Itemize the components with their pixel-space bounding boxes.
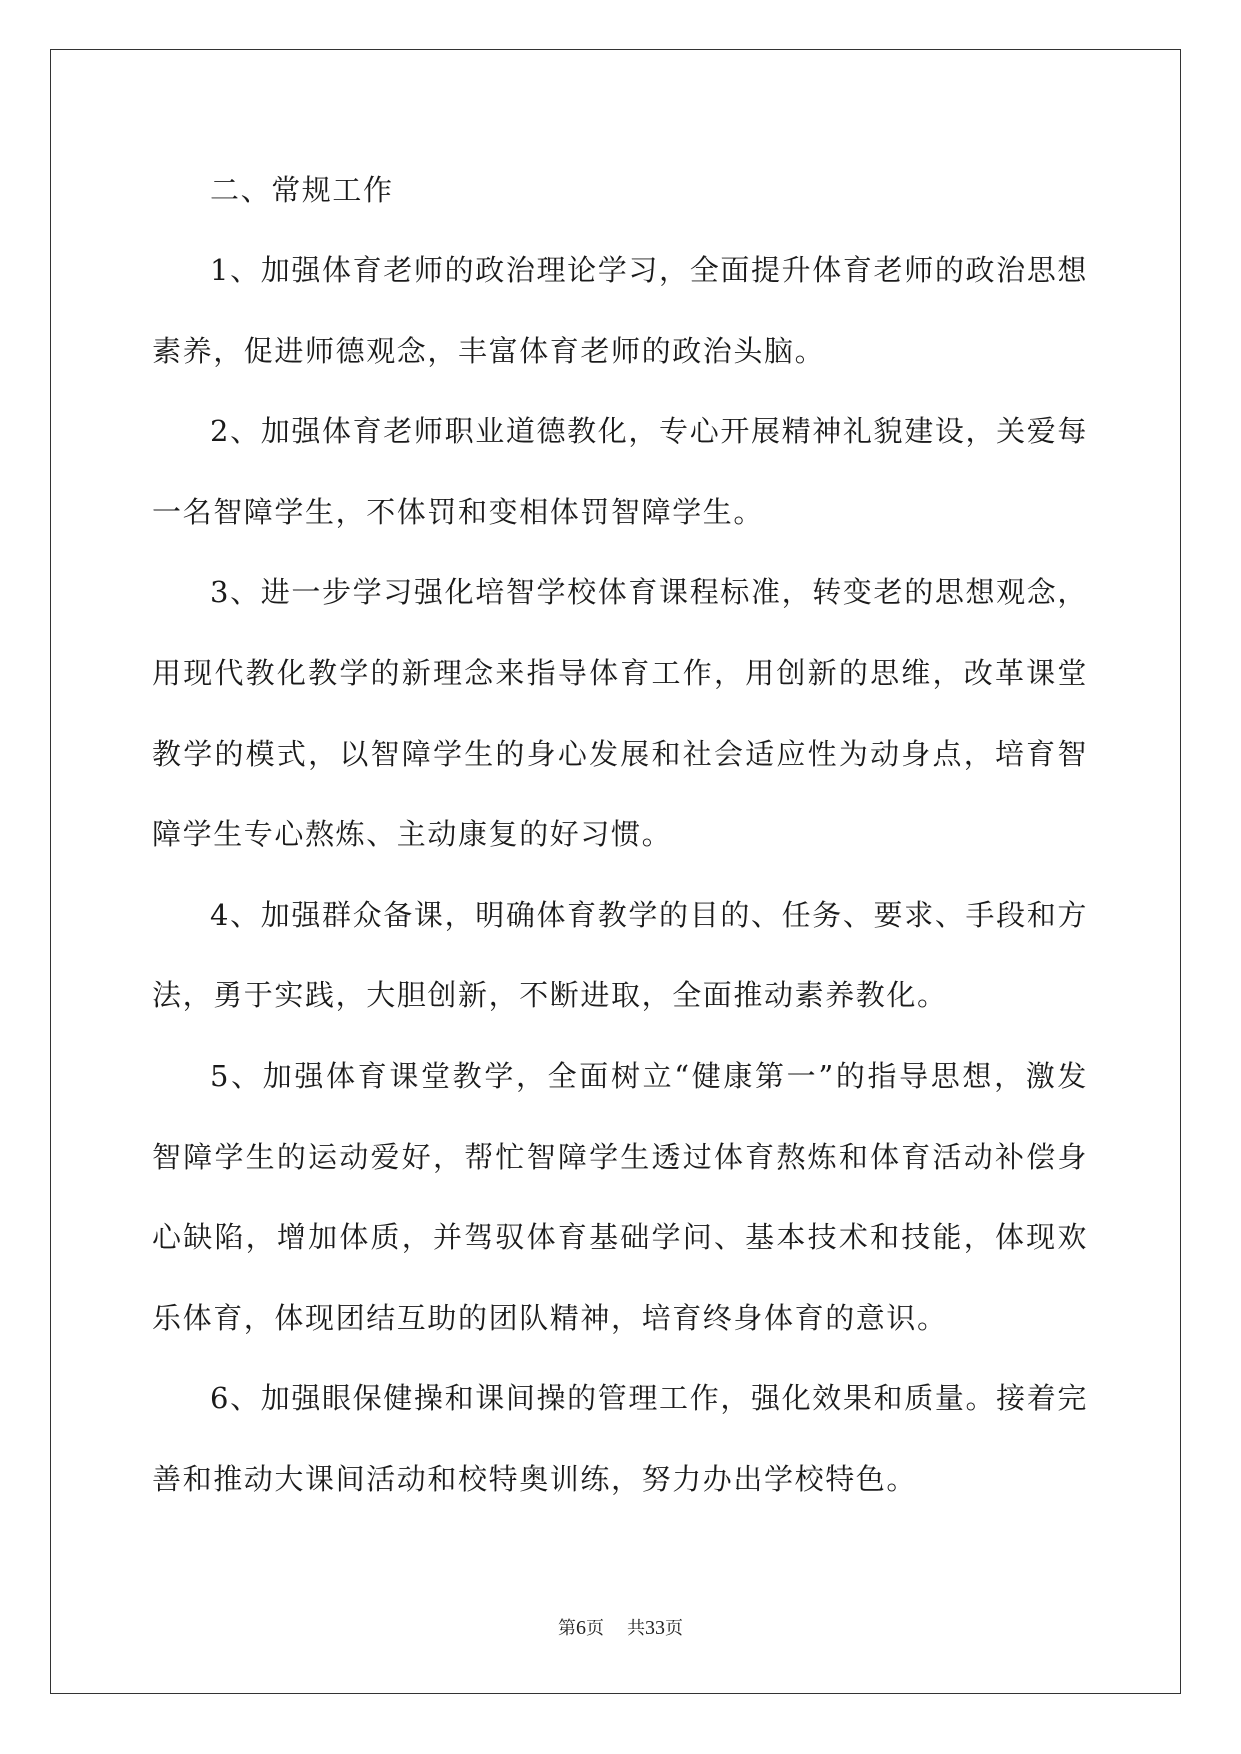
paragraph-4: 4、加强群众备课，明确体育教学的目的、任务、要求、手段和方法，勇于实践，大胆创新，不断进取，全面推动素养教化。 <box>152 897 1088 1013</box>
paragraph-5: 5、加强体育课堂教学，全面树立“健康第一”的指导思想，激发智障学生的运动爱好，帮忙智障学生透过体育熬炼和体育活动补偿身心缺陷，增加体质，并驾驭体育基础学问、基本技术和技能，体现欢乐体育，体现团结互助的团队精神，培育终身体育的意识。 <box>152 1058 1088 1335</box>
current-page-number: 6 <box>576 1617 587 1639</box>
paragraph-2: 2、加强体育老师职业道德教化，专心开展精神礼貌建设，关爱每一名智障学生，不体罚和变相体罚智障学生。 <box>152 414 1088 529</box>
page-footer <box>0 1614 1241 1640</box>
paragraph-3: 3、进一步学习强化培智学校体育课程标准，转变老的思想观念，用现代教化教学的新理念来指导体育工作，用创新的思维，改革课堂教学的模式，以智障学生的身心发展和社会适应性为动身点，培育智障学生专心熬炼、主动康复的好习惯。 <box>152 575 1088 852</box>
footer-total-suffix: 页 <box>664 1618 683 1639</box>
section-heading: 二、常规工作 <box>210 173 394 207</box>
footer-page-suffix: 页 <box>586 1618 605 1639</box>
total-page-count: 33 <box>644 1617 665 1639</box>
paragraph-6: 6、加强眼保健操和课间操的管理工作，强化效果和质量。接着完善和推动大课间活动和校特奥训练，努力办出学校特色。 <box>152 1381 1088 1496</box>
footer-prefix: 第 <box>558 1618 577 1639</box>
document-body <box>152 150 1088 1520</box>
footer-total-prefix: 共 <box>626 1618 645 1639</box>
paragraph-1: 1、加强体育老师的政治理论学习，全面提升体育老师的政治思想素养，促进师德观念，丰富体育老师的政治头脑。 <box>152 253 1088 368</box>
